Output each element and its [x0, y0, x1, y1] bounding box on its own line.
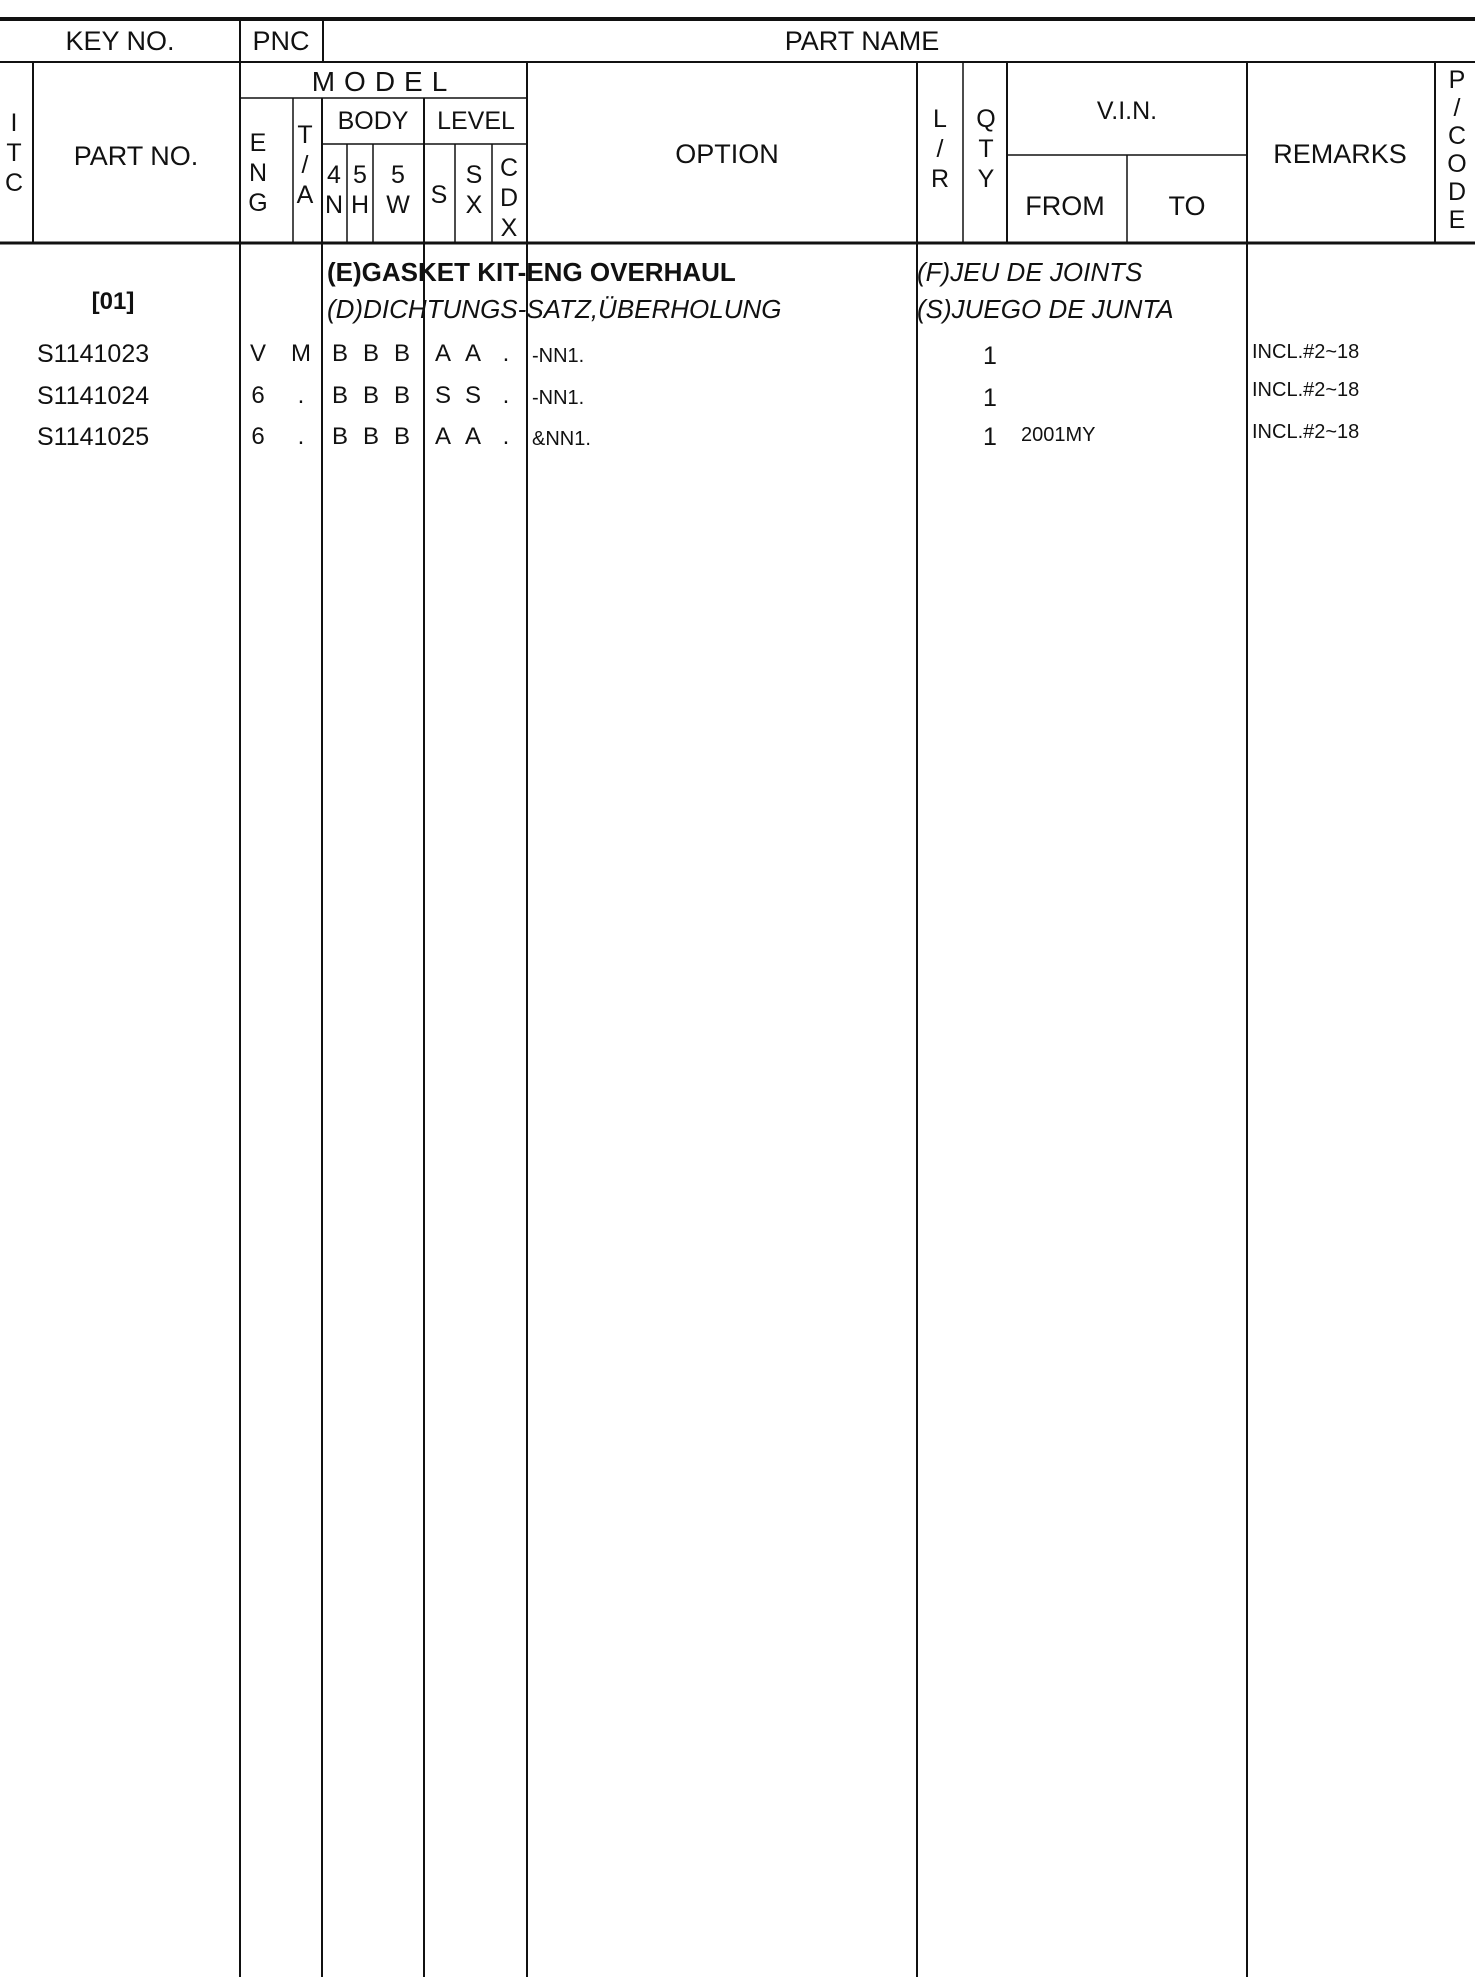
header-level-letter: C — [499, 154, 519, 182]
row-remarks: INCL.#2~18 — [1252, 421, 1360, 443]
header-ta-letter: A — [296, 181, 314, 209]
row-eng: 6 — [251, 423, 265, 450]
row-qty: 1 — [983, 423, 997, 451]
header-level: LEVEL — [437, 107, 515, 135]
row-level-cdx: . — [502, 382, 510, 409]
header-level-cdx — [489, 153, 529, 243]
header-qty — [966, 104, 1006, 194]
row-qty: 1 — [983, 384, 997, 412]
header-part-no: PART NO. — [73, 141, 199, 171]
part-name-french: (F)JEU DE JOINTS — [917, 257, 1143, 287]
row-eng: 6 — [251, 382, 265, 409]
header-lr — [920, 104, 960, 194]
header-itc-letter: C — [4, 169, 24, 197]
row-level-sx: A — [464, 340, 482, 367]
header-pcode — [1437, 66, 1475, 234]
header-ta-letter: T — [297, 121, 313, 149]
header-level-s: S — [430, 181, 448, 209]
row-level-cdx: . — [502, 340, 510, 367]
row-level-sx: S — [464, 382, 482, 409]
row-ta: M — [291, 340, 311, 367]
header-itc — [0, 108, 34, 198]
header-body-letter: 5 — [391, 161, 405, 189]
header-lr-letter: L — [933, 105, 947, 133]
row-part-no: S1141023 — [37, 340, 150, 368]
header-level-sx — [454, 160, 494, 220]
header-eng-letter: E — [249, 129, 267, 157]
header-itc-letter: I — [10, 109, 18, 137]
header-pcode-letter: E — [1448, 206, 1466, 234]
header-eng-letter: N — [248, 159, 268, 187]
row-ta: . — [297, 382, 305, 409]
row-body-5w: B — [393, 340, 411, 367]
group-key-number: [01] — [91, 288, 135, 315]
row-part-no: S1141024 — [37, 382, 150, 410]
header-pcode-letter: / — [1453, 94, 1461, 122]
row-qty: 1 — [983, 342, 997, 370]
part-name-german: (D)DICHTUNGS-SATZ,ÜBERHOLUNG — [327, 294, 782, 324]
header-option: OPTION — [675, 139, 779, 169]
header-qty-letter: Q — [976, 105, 996, 133]
row-body-5w: B — [393, 382, 411, 409]
header-vin-to: TO — [1168, 191, 1206, 221]
header-body: BODY — [337, 107, 409, 135]
row-body-5h: B — [362, 382, 380, 409]
header-body-letter: W — [386, 191, 410, 219]
header-key-no: KEY NO. — [65, 26, 175, 56]
header-model: MODEL — [311, 66, 457, 97]
header-eng-letter: G — [248, 189, 268, 217]
header-body-5w — [378, 160, 418, 220]
row-body-5w: B — [393, 423, 411, 450]
row-eng: V — [249, 340, 267, 367]
header-vin-from: FROM — [1025, 191, 1105, 221]
row-level-s: A — [434, 423, 452, 450]
header-qty-letter: Y — [977, 165, 995, 193]
header-qty-letter: T — [978, 135, 994, 163]
row-level-s: A — [434, 340, 452, 367]
row-remarks: INCL.#2~18 — [1252, 379, 1360, 401]
header-pcode-letter: D — [1447, 178, 1467, 206]
row-option: -NN1. — [532, 387, 585, 409]
row-level-cdx: . — [502, 423, 510, 450]
row-body-4n: B — [331, 423, 349, 450]
row-body-5h: B — [362, 340, 380, 367]
header-lr-letter: R — [930, 165, 950, 193]
part-name-english: (E)GASKET KIT-ENG OVERHAUL — [327, 257, 736, 287]
header-pcode-letter: C — [1447, 122, 1467, 150]
header-ta-letter: / — [301, 151, 309, 179]
row-option: -NN1. — [532, 345, 585, 367]
row-ta: . — [297, 423, 305, 450]
header-level-letter: X — [500, 214, 518, 242]
header-vin: V.I.N. — [1096, 97, 1158, 125]
header-part-name: PART NAME — [784, 26, 940, 56]
header-pcode-letter: P — [1448, 66, 1466, 94]
row-option: &NN1. — [532, 428, 591, 450]
header-body-letter: H — [350, 191, 370, 219]
header-body-5h — [340, 160, 380, 220]
row-vin-from: 2001MY — [1021, 424, 1096, 446]
header-pcode-letter: O — [1447, 150, 1467, 178]
header-lr-letter: / — [936, 135, 944, 163]
row-body-4n: B — [331, 340, 349, 367]
header-body-letter: 4 — [327, 161, 341, 189]
header-level-letter: X — [465, 191, 483, 219]
header-eng — [238, 128, 278, 218]
header-pnc: PNC — [252, 26, 310, 56]
header-body-letter: 5 — [353, 161, 367, 189]
row-part-no: S1141025 — [37, 423, 150, 451]
row-level-sx: A — [464, 423, 482, 450]
header-remarks: REMARKS — [1273, 139, 1407, 169]
row-body-4n: B — [331, 382, 349, 409]
header-level-letter: D — [499, 184, 519, 212]
header-level-letter: S — [465, 161, 483, 189]
row-remarks: INCL.#2~18 — [1252, 341, 1360, 363]
header-itc-letter: T — [6, 139, 22, 167]
part-name-spanish: (S)JUEGO DE JUNTA — [917, 294, 1174, 324]
row-level-s: S — [434, 382, 452, 409]
row-body-5h: B — [362, 423, 380, 450]
header-body-letter: N — [324, 191, 344, 219]
